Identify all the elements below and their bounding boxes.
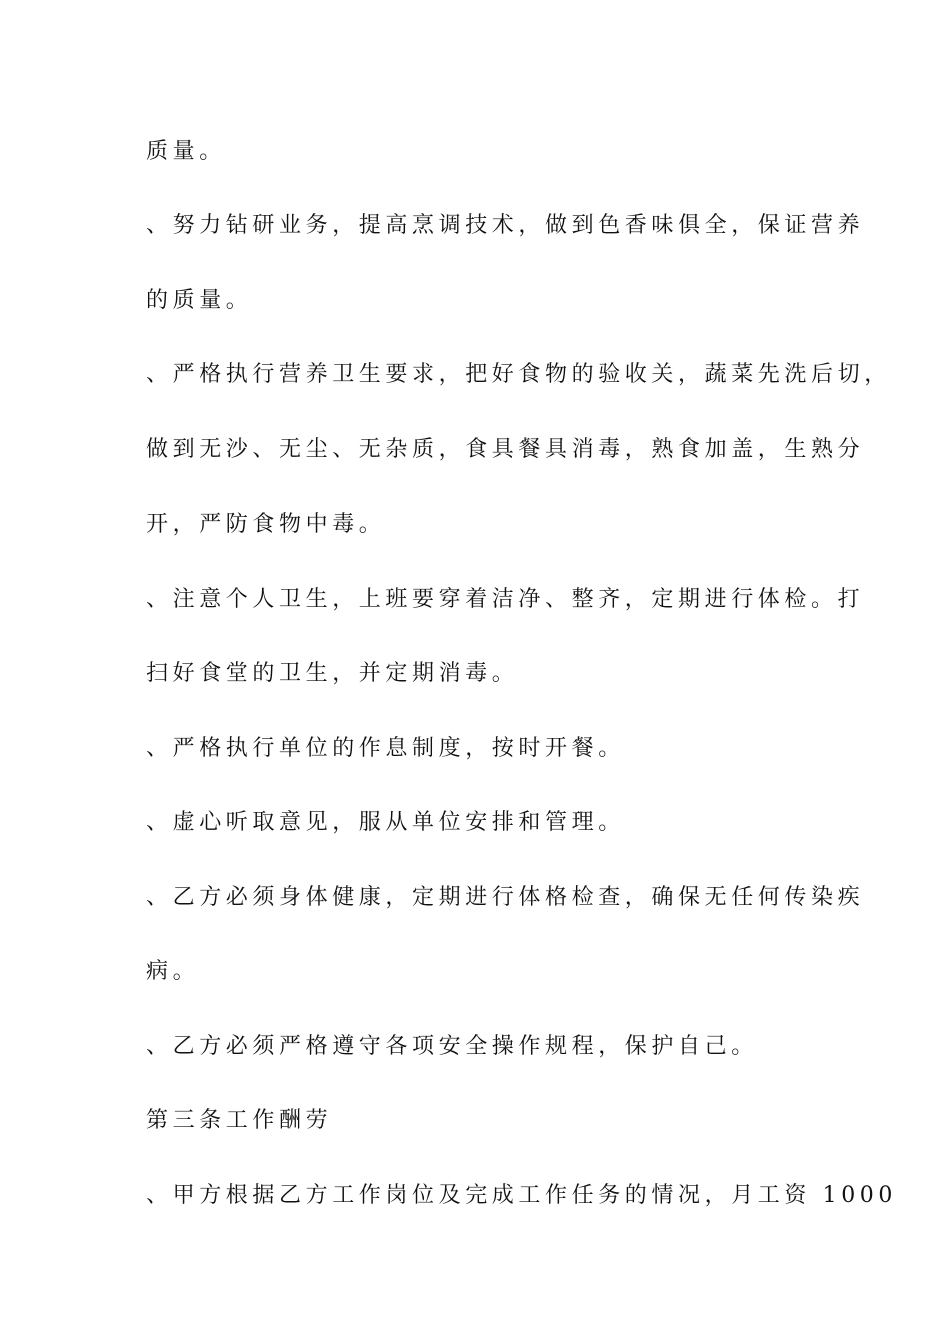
text-line: 开，严防食物中毒。: [146, 512, 386, 537]
text-line: 、努力钻研业务，提高烹调技术，做到色香味俱全，保证营养: [146, 213, 865, 238]
text-line: 、乙方必须严格遵守各项安全操作规程，保护自己。: [146, 1034, 758, 1059]
text-line: 、乙方必须身体健康，定期进行体格检查，确保无任何传染疾: [146, 885, 865, 910]
text-line: 、注意个人卫生，上班要穿着洁净、整齐，定期进行体检。打: [146, 587, 865, 612]
text-line: 扫好食堂的卫生，并定期消毒。: [146, 661, 519, 686]
text-line: 质量。: [146, 139, 226, 164]
text-line: 、严格执行营养卫生要求，把好食物的验收关，蔬菜先洗后切，: [146, 362, 891, 387]
text-line: 的质量。: [146, 288, 253, 313]
text-line: 、虚心听取意见，服从单位安排和管理。: [146, 810, 625, 835]
text-line: 、甲方根据乙方工作岗位及完成工作任务的情况，月工资 1000: [146, 1183, 897, 1208]
section-heading: 第三条工作酬劳: [146, 1108, 333, 1133]
text-line: 病。: [146, 959, 200, 984]
text-line: 、严格执行单位的作息制度，按时开餐。: [146, 736, 625, 761]
text-line: 做到无沙、无尘、无杂质，食具餐具消毒，熟食加盖，生熟分: [146, 437, 865, 462]
